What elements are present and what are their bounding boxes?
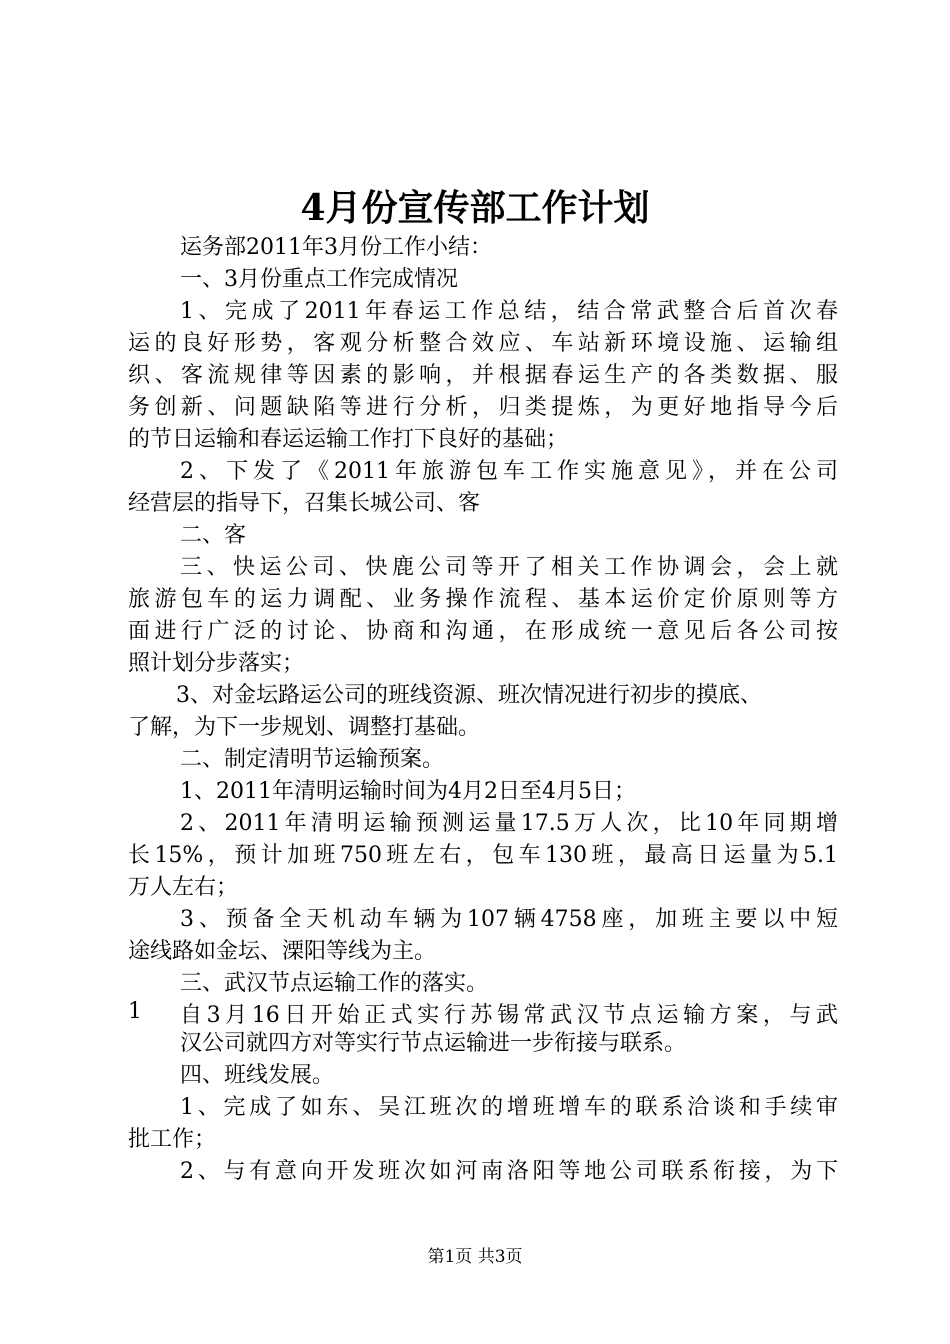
paragraph-line: 途线路如金坛、溧阳等线为主。 <box>128 939 437 964</box>
paragraph-line: 运务部2011年3月份工作小结： <box>180 235 492 260</box>
paragraph-line: 一、3月份重点工作完成情况 <box>180 267 458 292</box>
paragraph-line: 三、快运公司、快鹿公司等开了相关工作协调会，会上就 <box>180 555 838 580</box>
paragraph-line: 二、制定清明节运输预案。 <box>180 747 445 772</box>
page-footer: 第1页 共3页 <box>427 1247 523 1267</box>
inline-page-number: 1 <box>128 999 142 1024</box>
paragraph-line: 1、完成了如东、吴江班次的增班增车的联系洽谈和手续审 <box>180 1095 838 1120</box>
paragraph-line: 长15%，预计加班750班左右，包车130班，最高日运量为5.1 <box>128 843 838 868</box>
paragraph-line: 2、与有意向开发班次如河南洛阳等地公司联系衔接，为下 <box>180 1159 838 1184</box>
paragraph-line: 四、班线发展。 <box>180 1063 335 1088</box>
paragraph-line: 旅游包车的运力调配、业务操作流程、基本运价定价原则等方 <box>128 587 838 612</box>
paragraph-line: 照计划分步落实； <box>128 651 305 676</box>
paragraph-line: 1、完成了2011年春运工作总结，结合常武整合后首次春 <box>180 299 838 324</box>
paragraph-line: 批工作； <box>128 1127 217 1152</box>
paragraph-line: 1、2011年清明运输时间为4月2日至4月5日； <box>180 779 636 804</box>
paragraph-line: 面进行广泛的讨论、协商和沟通，在形成统一意见后各公司按 <box>128 619 838 644</box>
paragraph-line: 运的良好形势，客观分析整合效应、车站新环境设施、运输组 <box>128 331 838 356</box>
paragraph-line: 了解，为下一步规划、调整打基础。 <box>128 715 481 740</box>
paragraph-line: 务创新、问题缺陷等进行分析，归类提炼，为更好地指导今后 <box>128 395 838 420</box>
paragraph-line: 3、对金坛路运公司的班线资源、班次情况进行初步的摸底、 <box>176 683 762 708</box>
paragraph-line: 万人左右； <box>128 875 239 900</box>
document-body-continued <box>128 1028 838 1188</box>
paragraph-line: 经营层的指导下，召集长城公司、客 <box>128 491 481 516</box>
paragraph-line: 2、2011年清明运输预测运量17.5万人次，比10年同期增 <box>180 811 838 836</box>
paragraph-line: 自3月16日开始正式实行苏锡常武汉节点运输方案，与武 <box>180 1003 838 1028</box>
paragraph-line: 汉公司就四方对等实行节点运输进一步衔接与联系。 <box>180 1031 687 1056</box>
paragraph-line: 的节日运输和春运运输工作打下良好的基础； <box>128 427 569 452</box>
paragraph-line: 2、下发了《2011年旅游包车工作实施意见》，并在公司 <box>180 459 838 484</box>
paragraph-line: 织、客流规律等因素的影响，并根据春运生产的各类数据、服 <box>128 363 838 388</box>
paragraph-line: 二、客 <box>180 523 247 548</box>
paragraph-line: 3、预备全天机动车辆为107辆4758座，加班主要以中短 <box>180 907 838 932</box>
paragraph-line: 三、武汉节点运输工作的落实。 <box>180 971 489 996</box>
document-title: 4月份宣传部工作计划 <box>300 187 650 229</box>
document-body <box>128 232 838 1032</box>
